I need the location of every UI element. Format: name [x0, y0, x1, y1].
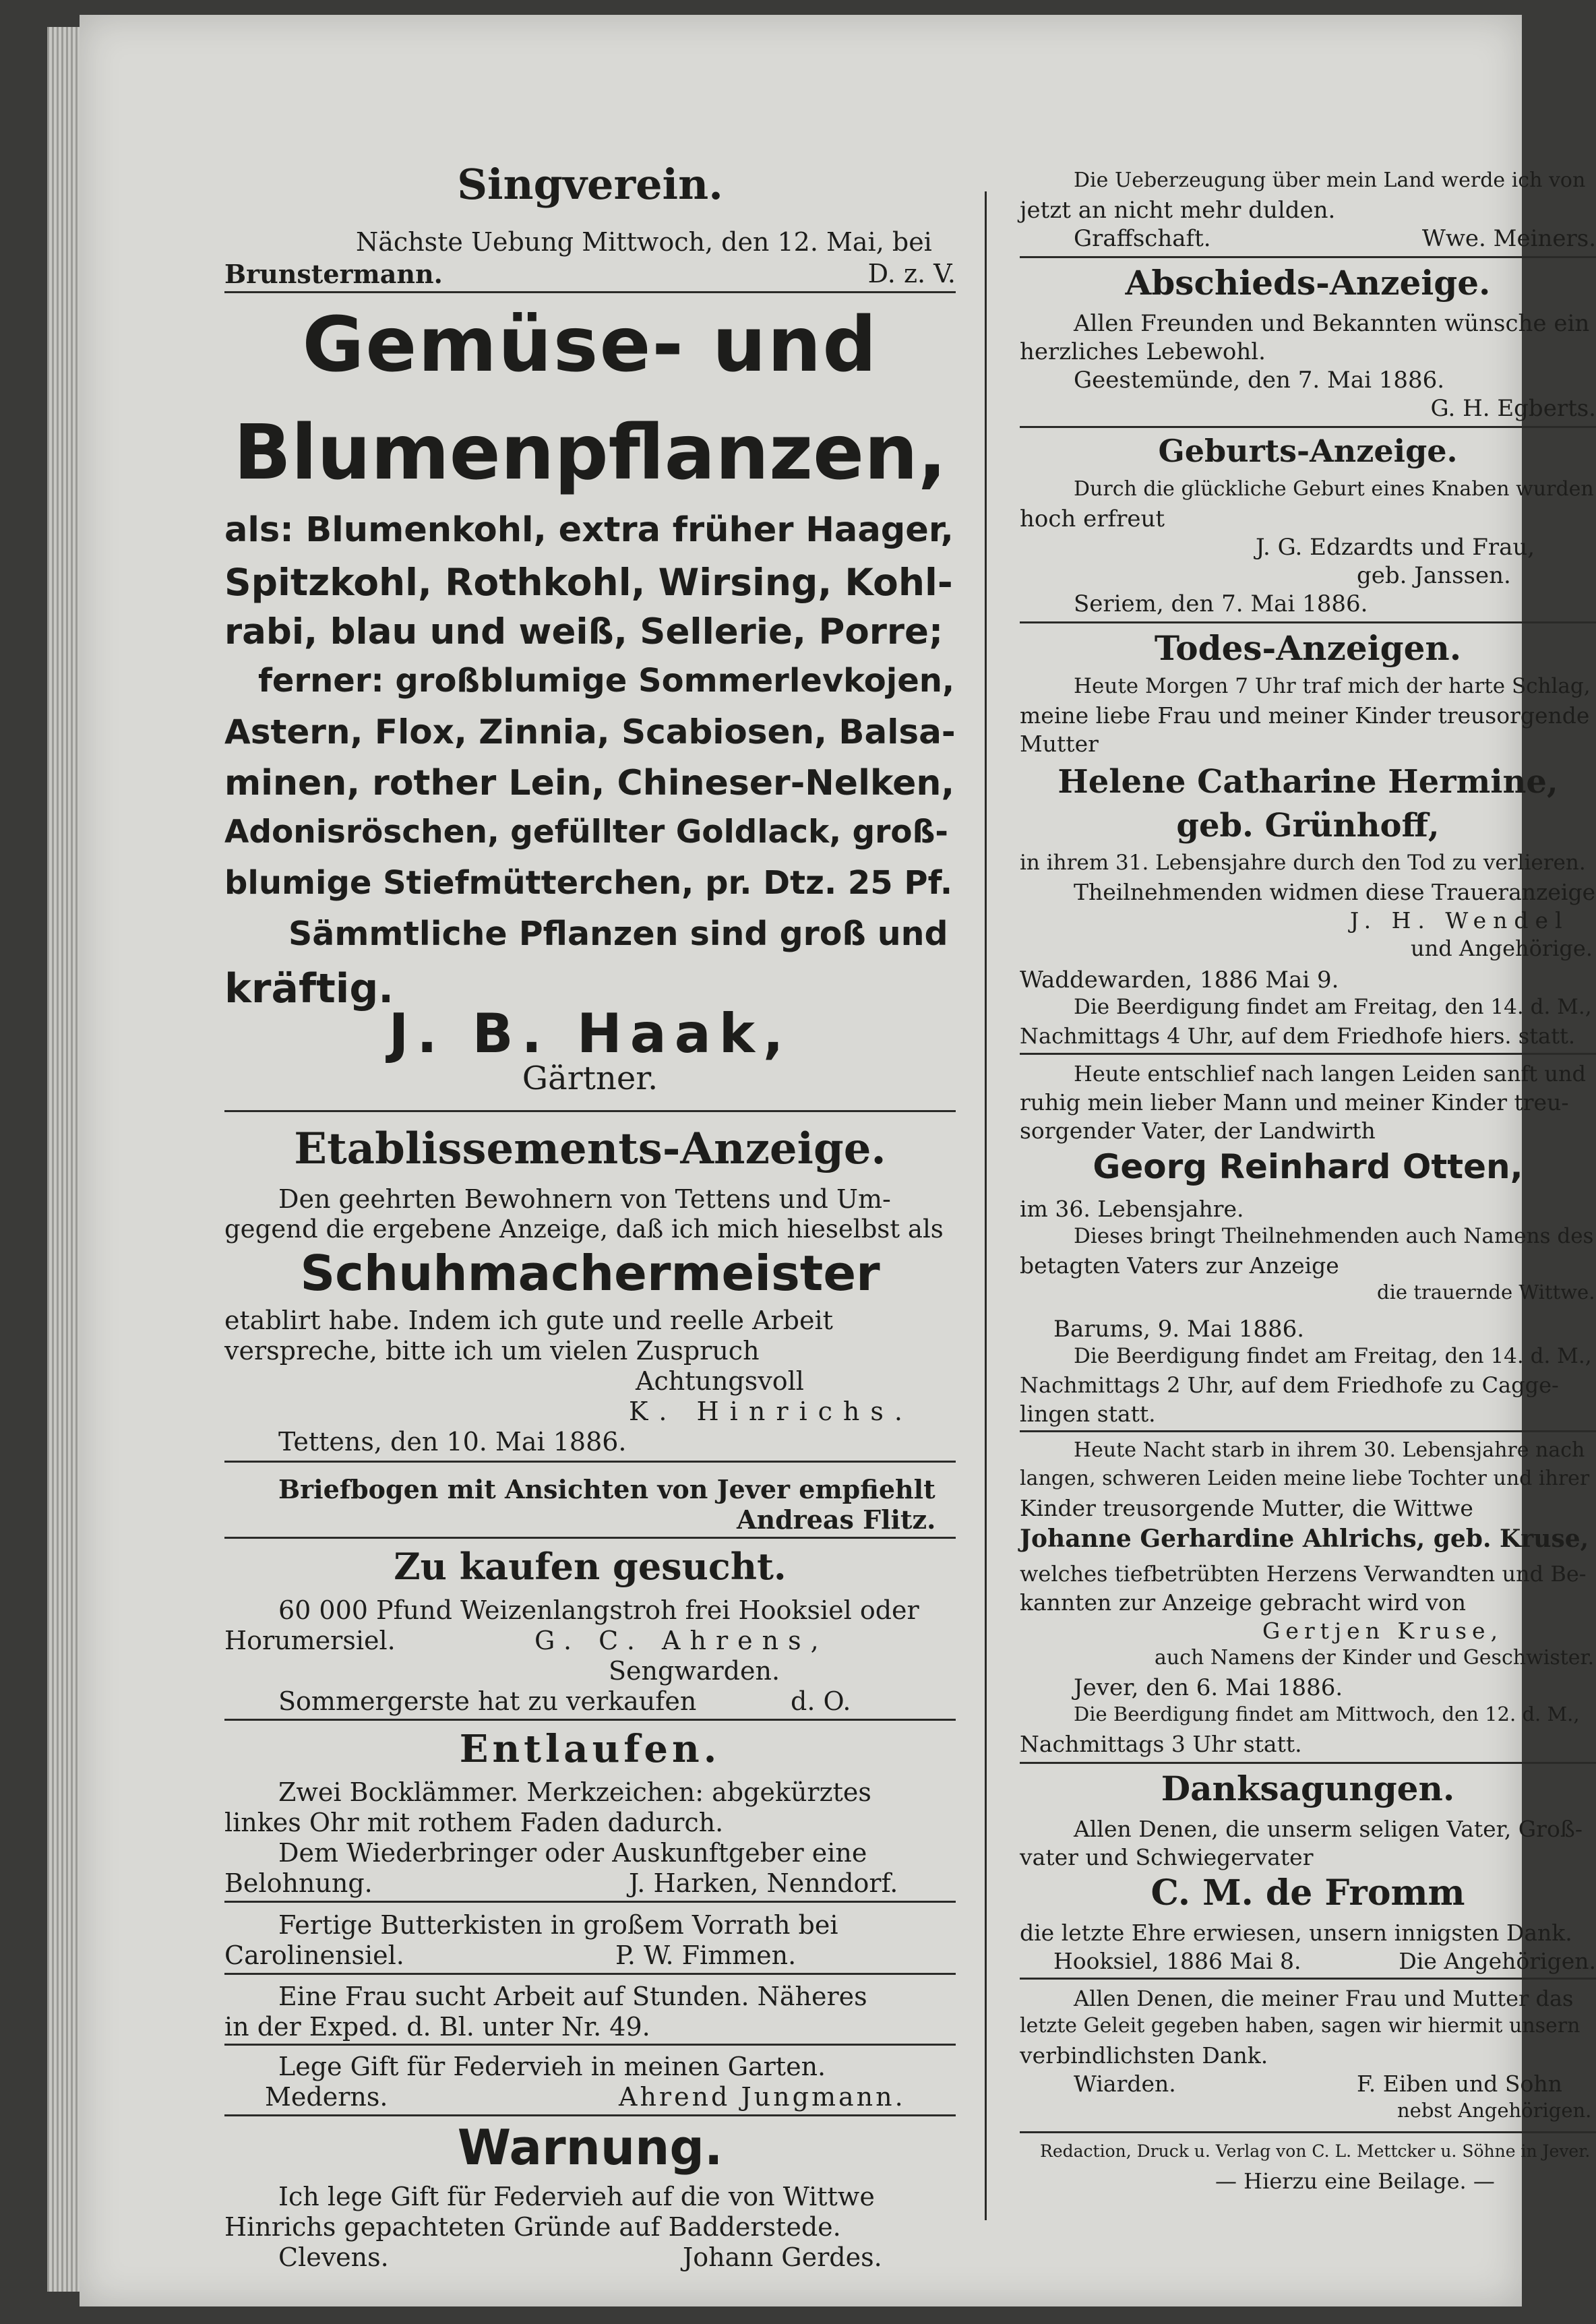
gemuese-line: Astern, Flox, Zinnia, Scabiosen, Balsa- — [224, 712, 956, 752]
dank-line: Allen Denen, die meiner Frau und Mutter das — [1074, 1986, 1574, 2011]
abschied-sign: G. H. Egberts. — [1430, 395, 1596, 422]
dank-line: Allen Denen, die unserm seligen Vater, Groß- — [1074, 1816, 1583, 1842]
entlaufen-sign: J. Harken, Nenndorf. — [629, 1868, 898, 1898]
warnung-title: Warnung. — [457, 2119, 723, 2176]
otten-line: Heute entschlief nach langen Leiden sanft und — [1074, 1061, 1587, 1087]
todes-line: Mutter — [1020, 731, 1099, 757]
otten-line: Dieses bringt Theilnehmenden auch Namens des — [1074, 1224, 1594, 1248]
otten-line: Die Beerdigung findet am Freitag, den 14. d. M., — [1074, 1344, 1592, 1368]
dank-line: die letzte Ehre erwiesen, unsern innigsten Dank. — [1020, 1920, 1572, 1946]
etablissement-date: Tettens, den 10. Mai 1886. — [278, 1427, 627, 1457]
kaufen-place: Horumersiel. — [224, 1626, 396, 1655]
ahlrichs-line: Kinder treusorgende Mutter, die Wittwe — [1020, 1495, 1473, 1521]
geburt-title: Geburts-Anzeige. — [1158, 433, 1458, 469]
gemuese-line: Spitzkohl, Rothkohl, Wirsing, Kohl- — [224, 561, 953, 604]
warnung-sign: Johann Gerdes. — [683, 2242, 882, 2272]
footer-imprint: Redaction, Druck u. Verlag von C. L. Mettcker u. Söhne in Jever. — [1040, 2141, 1591, 2161]
gift-place: Mederns. — [265, 2082, 388, 2112]
rule — [224, 1901, 956, 1903]
gemuese-line: kräftig. — [224, 965, 394, 1012]
rule — [224, 1537, 956, 1539]
entlaufen-line: Belohnung. — [224, 1868, 373, 1898]
gemuese-line: minen, rother Lein, Chineser-Nelken, — [224, 763, 955, 803]
geburt-line: Durch die glückliche Geburt eines Knaben wurden — [1074, 477, 1594, 501]
todes-line: in ihrem 31. Lebensjahre durch den Tod zu verlieren. — [1020, 851, 1586, 875]
butter-place: Carolinensiel. — [224, 1940, 404, 1970]
gemuese-line: blumige Stiefmütterchen, pr. Dtz. 25 Pf. — [224, 864, 953, 902]
dank-sign2: F. Eiben und Sohn — [1357, 2071, 1562, 2097]
briefbogen-sign: Andreas Flitz. — [737, 1504, 936, 1535]
singverein-place: Brunstermann. — [224, 259, 443, 289]
singverein-title: Singverein. — [457, 160, 723, 209]
todes-title: Todes-Anzeigen. — [1154, 628, 1462, 668]
rule — [224, 291, 956, 293]
otten-line: lingen statt. — [1020, 1401, 1156, 1427]
abschied-line: Allen Freunden und Bekannten wünsche ein — [1074, 310, 1590, 337]
todes-line: Die Beerdigung findet am Freitag, den 14. d. M., — [1074, 995, 1592, 1019]
kaufen-title: Zu kaufen gesucht. — [394, 1545, 787, 1588]
kaufen-sign: G. C. Ahrens, — [534, 1626, 828, 1655]
warnung-line: Ich lege Gift für Federvieh auf die von Wittwe — [278, 2182, 875, 2211]
rule — [224, 1461, 956, 1463]
ahlrichs-sign: Gertjen Kruse, — [1262, 1618, 1504, 1644]
haak-name: J. B. Haak, — [388, 1002, 792, 1065]
otten-line: im 36. Lebensjahre. — [1020, 1196, 1244, 1222]
dank-sign: Die Angehörigen. — [1399, 1948, 1596, 1974]
ahlrichs-line: Die Beerdigung findet am Mittwoch, den 12. d. M., — [1074, 1703, 1580, 1725]
todes-line: Theilnehmenden widmen diese Traueranzeige — [1074, 879, 1596, 905]
dank-name: C. M. de Fromm — [1150, 1872, 1465, 1914]
gemuese-line: als: Blumenkohl, extra früher Haager, — [224, 510, 954, 550]
gemuese-title-1: Gemüse- und — [302, 301, 878, 389]
etablissement-line: Den geehrten Bewohnern von Tettens und Um- — [278, 1184, 891, 1214]
dank-title: Danksagungen. — [1161, 1769, 1455, 1808]
rule — [224, 1973, 956, 1975]
abschied-line: herzliches Lebewohl. — [1020, 338, 1266, 365]
ueberzeugung-line: Die Ueberzeugung über mein Land werde ich von — [1074, 169, 1586, 192]
otten-date: Barums, 9. Mai 1886. — [1053, 1316, 1305, 1343]
gemuese-line: rabi, blau und weiß, Sellerie, Porre; — [224, 611, 944, 652]
dank-sign3: nebst Angehörigen. — [1397, 2099, 1592, 2122]
ahlrichs-line: welches tiefbetrübten Herzens Verwandten und Be- — [1020, 1561, 1587, 1587]
dank-line: verbindlichsten Dank. — [1020, 2042, 1268, 2069]
todes-line: Nachmittags 4 Uhr, auf dem Friedhofe hiers. statt. — [1020, 1023, 1576, 1049]
rule — [1020, 256, 1596, 258]
singverein-sign: D. z. V. — [867, 259, 956, 288]
etablissement-line: gegend die ergebene Anzeige, daß ich mich hieselbst als — [224, 1215, 944, 1244]
warnung-line: Hinrichs gepachteten Gründe auf Badderstede. — [224, 2212, 841, 2242]
column-divider — [985, 191, 987, 2220]
entlaufen-line: Zwei Bocklämmer. Merkzeichen: abgekürztes — [278, 1777, 871, 1807]
ueberzeugung-sign: Wwe. Meiners. — [1421, 225, 1596, 252]
otten-sign: die trauernde Wittwe. — [1377, 1281, 1595, 1304]
ahlrichs-line: kannten zur Anzeige gebracht wird von — [1020, 1589, 1466, 1616]
geburt-line: hoch erfreut — [1020, 506, 1165, 532]
todes-sign: J. H. Wendel — [1350, 907, 1569, 934]
otten-line: ruhig mein lieber Mann und meiner Kinder treu- — [1020, 1089, 1569, 1115]
abschied-title: Abschieds-Anzeige. — [1125, 263, 1491, 303]
rule — [1020, 426, 1596, 428]
dank-date: Hooksiel, 1886 Mai 8. — [1053, 1948, 1301, 1974]
todes-date: Waddewarden, 1886 Mai 9. — [1020, 967, 1339, 993]
kaufen-line: 60 000 Pfund Weizenlangstroh frei Hooksiel oder — [278, 1595, 919, 1625]
briefbogen-line: Briefbogen mit Ansichten von Jever empfiehlt — [278, 1474, 935, 1504]
otten-name: Georg Reinhard Otten, — [1093, 1147, 1523, 1186]
todes-line: meine liebe Frau und meiner Kinder treusorgende — [1020, 702, 1590, 729]
otten-line: betagten Vaters zur Anzeige — [1020, 1252, 1339, 1279]
rule — [224, 2044, 956, 2046]
dank-place: Wiarden. — [1074, 2071, 1176, 2097]
frau-line: in der Exped. d. Bl. unter Nr. 49. — [224, 2012, 650, 2042]
todes-name2: geb. Grünhoff, — [1176, 807, 1440, 845]
rule — [224, 1110, 956, 1112]
rule — [224, 2114, 956, 2116]
rule — [1020, 1978, 1596, 1980]
rule — [1020, 2131, 1596, 2133]
newspaper-page — [80, 15, 1596, 2306]
kaufen-line: Sommergerste hat zu verkaufen — [278, 1686, 697, 1716]
gemuese-line: Adonisröschen, gefüllter Goldlack, groß- — [224, 814, 948, 851]
todes-name: Helene Catharine Hermine, — [1057, 763, 1558, 801]
gift-line: Lege Gift für Federvieh in meinen Garten. — [278, 2052, 826, 2081]
singverein-line: Nächste Uebung Mittwoch, den 12. Mai, bei — [356, 227, 932, 257]
geburt-date: Seriem, den 7. Mai 1886. — [1074, 590, 1368, 617]
etablissement-sign: K. Hinrichs. — [629, 1397, 913, 1426]
ahlrichs-name: Johanne Gerhardine Ahlrichs, geb. Kruse, — [1020, 1525, 1589, 1553]
etablissement-line: Achtungsvoll — [636, 1366, 804, 1396]
warnung-place: Clevens. — [278, 2242, 389, 2272]
abschied-date: Geestemünde, den 7. Mai 1886. — [1074, 367, 1445, 394]
rule — [1020, 621, 1596, 623]
etablissement-big: Schuhmachermeister — [300, 1245, 880, 1302]
ueberzeugung-place: Graffschaft. — [1074, 225, 1211, 252]
ueberzeugung-line: jetzt an nicht mehr dulden. — [1020, 197, 1336, 224]
ahlrichs-line: Heute Nacht starb in ihrem 30. Lebensjahre nach — [1074, 1438, 1585, 1462]
butter-sign: P. W. Fimmen. — [615, 1940, 797, 1970]
kaufen-sign2: d. O. — [791, 1686, 851, 1716]
butter-line: Fertige Butterkisten in großem Vorrath bei — [278, 1910, 838, 1940]
ahlrichs-date: Jever, den 6. Mai 1886. — [1074, 1674, 1343, 1701]
rule — [224, 1719, 956, 1721]
rule — [1020, 1430, 1596, 1432]
entlaufen-title: Entlaufen. — [459, 1727, 721, 1771]
gemuese-line: Sämmtliche Pflanzen sind groß und — [288, 915, 948, 953]
geburt-sign: J. G. Edzardts und Frau, — [1256, 534, 1535, 561]
frau-line: Eine Frau sucht Arbeit auf Stunden. Näheres — [278, 1982, 867, 2011]
etablissement-line: verspreche, bitte ich um vielen Zuspruch — [224, 1336, 760, 1366]
rule — [1020, 1053, 1596, 1055]
footer-beilage: — Hierzu eine Beilage. — — [1215, 2168, 1495, 2194]
dank-line: letzte Geleit gegeben haben, sagen wir hiermit unsern — [1020, 2014, 1580, 2038]
etablissement-title: Etablissements-Anzeige. — [294, 1124, 886, 1174]
ahlrichs-line: langen, schweren Leiden meine liebe Tochter und ihrer — [1020, 1467, 1590, 1490]
todes-sign2: und Angehörige. — [1411, 936, 1593, 961]
entlaufen-line: Dem Wiederbringer oder Auskunftgeber eine — [278, 1838, 867, 1868]
haak-role: Gärtner. — [522, 1060, 658, 1097]
gemuese-title-2: Blumenpflanzen, — [233, 409, 947, 497]
ahlrichs-line: Nachmittags 3 Uhr statt. — [1020, 1731, 1302, 1757]
dank-line: vater und Schwiegervater — [1020, 1844, 1314, 1870]
gemuese-line: ferner: großblumige Sommerlevkojen, — [258, 662, 955, 700]
otten-line: sorgender Vater, der Landwirth — [1020, 1118, 1376, 1144]
otten-line: Nachmittags 2 Uhr, auf dem Friedhofe zu Cagge- — [1020, 1372, 1559, 1398]
todes-line: Heute Morgen 7 Uhr traf mich der harte Schlag, — [1074, 674, 1591, 698]
ahlrichs-sign2: auch Namens der Kinder und Geschwister. — [1155, 1646, 1595, 1670]
rule — [1020, 1762, 1596, 1764]
entlaufen-line: linkes Ohr mit rothem Faden dadurch. — [224, 1808, 724, 1837]
etablissement-line: etablirt habe. Indem ich gute und reelle Arbeit — [224, 1306, 833, 1335]
kaufen-place2: Sengwarden. — [609, 1656, 780, 1686]
geburt-sign2: geb. Janssen. — [1357, 562, 1511, 589]
gift-sign: Ahrend Jungmann. — [619, 2082, 906, 2112]
